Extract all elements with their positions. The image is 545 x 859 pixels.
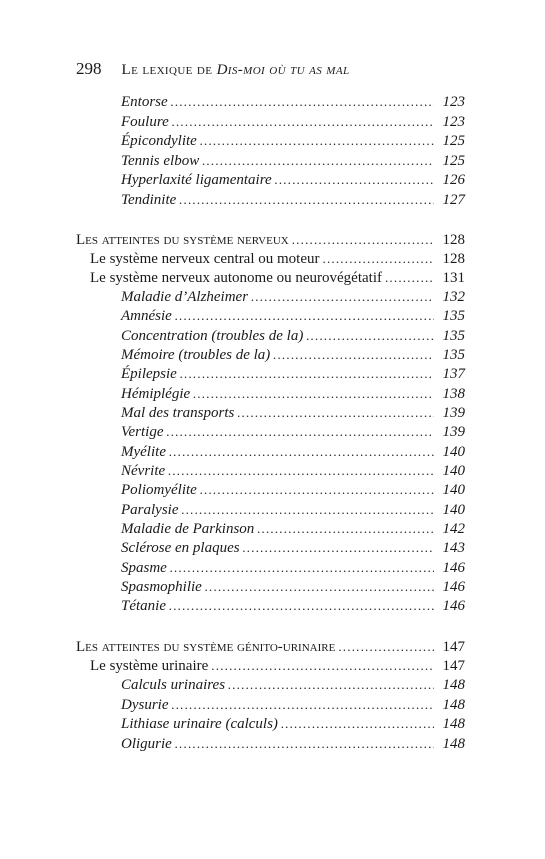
toc-entry-title: Le système nerveux autonome ou neurovégétatif	[90, 270, 382, 286]
toc-entry	[76, 230, 465, 250]
toc-entry-page: 125	[442, 153, 465, 169]
dot-leader	[251, 287, 434, 307]
toc-entry-page: 140	[442, 463, 465, 479]
dot-leader	[200, 480, 434, 500]
toc-entry-page: 126	[442, 172, 465, 188]
toc-entry-page: 135	[442, 308, 465, 324]
toc-entry-title: Tendinite	[121, 192, 177, 208]
toc-entry-page: 138	[442, 386, 465, 402]
toc-entry	[121, 345, 465, 365]
toc-entry	[121, 170, 465, 190]
toc-entry	[121, 306, 465, 326]
toc-entry-page: 128	[442, 232, 465, 248]
running-title-prefix: Le lexique de	[121, 62, 217, 78]
toc-entry-title: Tétanie	[121, 598, 166, 614]
dot-leader	[170, 558, 434, 578]
toc-entry	[76, 637, 465, 657]
toc-entry-title: Mal des transports	[121, 405, 235, 421]
toc-entry-title: Mémoire (troubles de la)	[121, 347, 271, 363]
toc-entry	[121, 519, 465, 539]
running-title-book: Dis-moi où tu as mal	[216, 62, 350, 78]
toc-entry	[121, 734, 465, 754]
running-header	[76, 59, 476, 83]
dot-leader	[228, 675, 434, 695]
dot-leader	[182, 500, 435, 520]
toc-entry-title: Foulure	[121, 114, 169, 130]
dot-leader	[202, 151, 434, 171]
toc-entry-title: Vertige	[121, 424, 164, 440]
toc-entry	[121, 461, 465, 481]
toc-entry	[121, 131, 465, 151]
toc-entry-page: 132	[442, 289, 465, 305]
toc-entry-title: Maladie de Parkinson	[121, 521, 255, 537]
toc-entry	[121, 92, 465, 112]
toc-entry-page: 140	[442, 482, 465, 498]
toc-entry-page: 139	[442, 424, 465, 440]
dot-leader	[171, 92, 434, 112]
toc-entry	[121, 558, 465, 578]
toc-entry-page: 123	[442, 94, 465, 110]
toc-entry-page: 143	[442, 540, 465, 556]
toc-entry-page: 131	[442, 270, 465, 286]
toc-entry	[121, 714, 465, 734]
dot-leader	[237, 403, 434, 423]
toc-entry-page: 125	[442, 133, 465, 149]
dot-leader	[385, 268, 434, 288]
dot-leader	[281, 714, 434, 734]
toc-entry	[121, 538, 465, 558]
dot-leader	[275, 170, 434, 190]
toc-entry-page: 148	[442, 736, 465, 752]
dot-leader	[193, 384, 434, 404]
toc-entry-title: Les atteintes du système nerveux	[76, 232, 289, 248]
dot-leader	[167, 422, 435, 442]
toc-entry-title: Concentration (troubles de la)	[121, 328, 304, 344]
dot-leader	[179, 190, 434, 210]
toc-entry	[121, 112, 465, 132]
toc-entry	[121, 384, 465, 404]
toc-entry	[121, 403, 465, 423]
toc-entry	[121, 577, 465, 597]
toc-entry	[121, 480, 465, 500]
toc-entry	[90, 268, 465, 288]
toc-entry-title: Sclérose en plaques	[121, 540, 240, 556]
toc-entry-title: Névrite	[121, 463, 166, 479]
toc-entry	[90, 656, 465, 676]
dot-leader	[172, 695, 435, 715]
toc-entry	[121, 442, 465, 462]
toc-entry-title: Entorse	[121, 94, 168, 110]
toc-entry	[121, 422, 465, 442]
toc-entry-page: 146	[442, 560, 465, 576]
toc-entry-page: 148	[442, 677, 465, 693]
toc-entry-page: 147	[442, 639, 465, 655]
dot-leader	[338, 637, 434, 657]
toc-entry-page: 140	[442, 502, 465, 518]
toc-entry-page: 135	[442, 328, 465, 344]
toc-entry-page: 139	[442, 405, 465, 421]
page-number: 298	[76, 59, 102, 78]
toc-entry	[121, 364, 465, 384]
toc-entry	[121, 500, 465, 520]
toc-entry-page: 148	[442, 716, 465, 732]
toc-entry-title: Hémiplégie	[121, 386, 191, 402]
dot-leader	[273, 345, 434, 365]
dot-leader	[211, 656, 434, 676]
dot-leader	[175, 734, 434, 754]
dot-leader	[323, 249, 435, 269]
toc-entry	[121, 190, 465, 210]
toc-entry	[90, 249, 465, 269]
toc-entry-title: Calculs urinaires	[121, 677, 226, 693]
toc-entry	[121, 695, 465, 715]
toc-entry	[121, 326, 465, 346]
toc-entry-title: Dysurie	[121, 697, 169, 713]
toc-entry-page: 146	[442, 598, 465, 614]
dot-leader	[292, 230, 434, 250]
dot-leader	[243, 538, 434, 558]
toc-entry	[121, 675, 465, 695]
toc-entry	[121, 287, 465, 307]
toc-entry-title: Maladie d’Alzheimer	[121, 289, 249, 305]
toc-entry-title: Amnésie	[121, 308, 172, 324]
toc-entry-title: Le système urinaire	[90, 658, 209, 674]
toc-entry-title: Les atteintes du système génito-urinaire	[76, 639, 336, 655]
dot-leader	[175, 306, 434, 326]
toc-entry-page: 142	[442, 521, 465, 537]
toc-entry-page: 127	[442, 192, 465, 208]
toc-entry-page: 123	[442, 114, 465, 130]
toc-entry-title: Myélite	[121, 444, 166, 460]
dot-leader	[169, 442, 434, 462]
toc-entry-title: Oligurie	[121, 736, 172, 752]
toc-entry-title: Épilepsie	[121, 366, 177, 382]
toc-entry-title: Hyperlaxité ligamentaire	[121, 172, 272, 188]
dot-leader	[200, 131, 434, 151]
toc-entry	[121, 151, 465, 171]
toc-entry-title: Lithiase urinaire (calculs)	[121, 716, 278, 732]
toc-entry-page: 148	[442, 697, 465, 713]
toc-entry	[121, 596, 465, 616]
toc-entry-title: Paralysie	[121, 502, 179, 518]
toc-entry-page: 140	[442, 444, 465, 460]
dot-leader	[205, 577, 434, 597]
dot-leader	[257, 519, 434, 539]
dot-leader	[169, 596, 434, 616]
toc-entry-page: 137	[442, 366, 465, 382]
toc-entry-title: Le système nerveux central ou moteur	[90, 251, 320, 267]
toc-entry-title: Épicondylite	[121, 133, 197, 149]
toc-entry-page: 135	[442, 347, 465, 363]
toc-entry-title: Spasmophilie	[121, 579, 202, 595]
dot-leader	[168, 461, 434, 481]
dot-leader	[306, 326, 434, 346]
toc-entry-page: 128	[442, 251, 465, 267]
toc-entry-page: 147	[442, 658, 465, 674]
toc-entry-title: Poliomyélite	[121, 482, 197, 498]
dot-leader	[180, 364, 434, 384]
toc-entry-title: Spasme	[121, 560, 167, 576]
dot-leader	[172, 112, 434, 132]
toc-entry-title: Tennis elbow	[121, 153, 200, 169]
running-title	[122, 62, 350, 78]
toc-entry-page: 146	[442, 579, 465, 595]
